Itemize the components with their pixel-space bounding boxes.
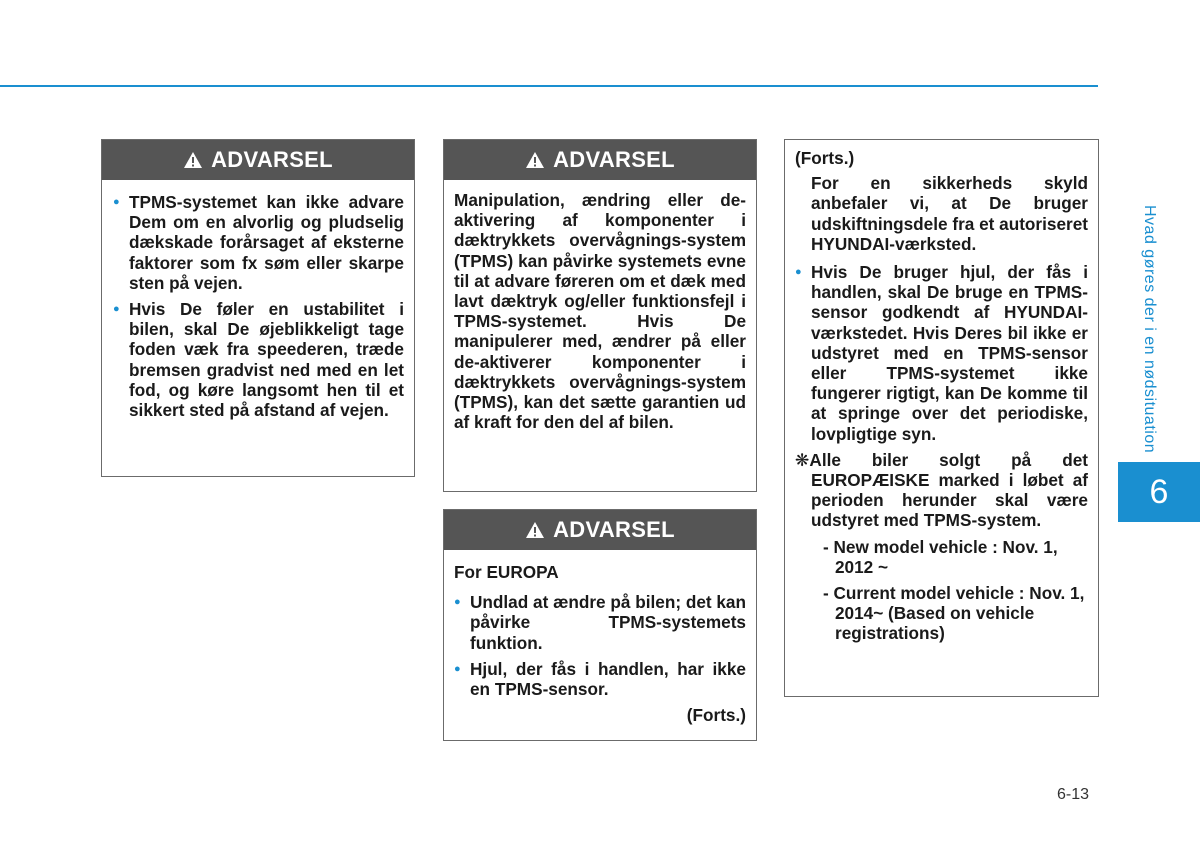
- list-item: ● Hjul, der fås i handlen, har ikke en TPMS-sensor.: [454, 659, 746, 699]
- continued-label: (Forts.): [686, 705, 746, 726]
- warning-triangle-icon: [183, 151, 203, 169]
- warning-triangle-icon: [525, 151, 545, 169]
- region-label: For EUROPA: [454, 562, 559, 582]
- warning-text: Manipulation, ændring eller de-aktivering af komponenter i dæktrykkets overvågnings-system (TPMS) kan påvirke systemets evne til at advare føreren om et dæk med lavt dæktryk og/eller funktionsfejl i TPMS-systemet. Hvis De manipulerer med, ændrer på eller de-aktiverer komponenter i dæktrykkets overvågnings-system (TPMS), kan det sætte garantien ud af kraft for den del af bilen.: [454, 190, 746, 433]
- paragraph: For en sikkerheds skyld anbefaler vi, at De bruger udskiftningsdele fra et autoriseret HYUNDAI-værksted.: [811, 173, 1088, 254]
- warning-header: [444, 140, 756, 180]
- list-item: ● Hvis De bruger hjul, der fås i handlen, skal De bruge en TPMS-sensor godkendt af HYUNDAI-værkstedet. Hvis Deres bil ikke er udstyret med en TPMS-sensor eller TPMS-systemet ikke fungerer rigtigt, kan De komme til at springe over det periodiske, lovpligtige syn.: [795, 262, 1088, 444]
- bullet-list: [454, 592, 746, 699]
- top-rule: [0, 85, 1098, 87]
- bullet-list: [795, 262, 1088, 444]
- date-item: - New model vehicle : Nov. 1, 2012 ~: [823, 536, 1058, 577]
- bullet-list: [113, 192, 404, 420]
- note: ❋Alle biler solgt på det EUROPÆISKE marked i løbet af perioden herunder skal være udstyret med TPMS-system.: [795, 449, 1088, 531]
- chapter-number: 6: [1149, 472, 1169, 511]
- list-item: ● Undlad at ændre på bilen; det kan påvirke TPMS-systemets funktion.: [454, 592, 746, 653]
- list-item: ● TPMS-systemet kan ikke advare Dem om en alvorlig og pludselig dækskade forårsaget af eksterne faktorer som fx søm eller skarpe sten på vejen.: [113, 192, 404, 293]
- list-item: ● Hvis De føler en ustabilitet i bilen, skal De øjeblikkeligt tage foden væk fra speederen, træde bremsen gradvist ned med en let fod, og køre langsomt hen til et sikkert sted på afstand af vejen.: [113, 299, 404, 420]
- warning-box-1: [101, 139, 415, 477]
- chapter-title: Hvad gøres der i en nødsituation: [1141, 205, 1158, 454]
- warning-header-label: ADVARSEL: [553, 517, 675, 542]
- warning-box-3: [443, 509, 757, 741]
- date-item: - Current model vehicle : Nov. 1, 2014~ (Based on vehicle registrations): [823, 583, 1085, 644]
- warning-header-label: ADVARSEL: [553, 147, 675, 172]
- warning-header: [102, 140, 414, 180]
- warning-header: [444, 510, 756, 550]
- warning-box-2: [443, 139, 757, 492]
- chapter-tab: [1118, 462, 1200, 522]
- warning-triangle-icon: [525, 521, 545, 539]
- page-number: 6-13: [1057, 786, 1090, 803]
- warning-header-label: ADVARSEL: [211, 147, 333, 172]
- warning-box-continued: [784, 139, 1099, 697]
- continued-label: (Forts.): [795, 148, 855, 168]
